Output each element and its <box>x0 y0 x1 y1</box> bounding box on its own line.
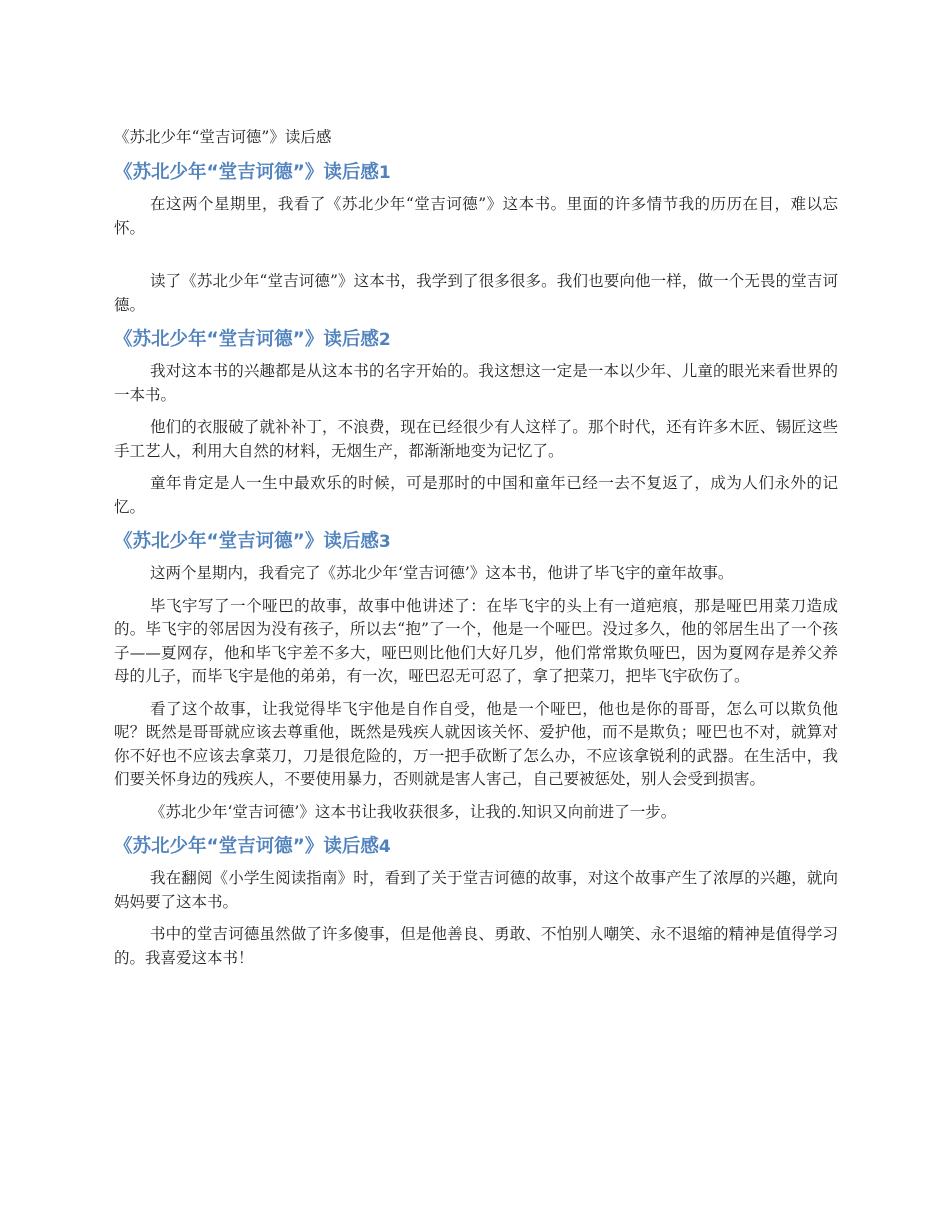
paragraph: 《苏北少年‘堂吉诃德’》这本书让我收获很多，让我的.知识又向前进了一步。 <box>150 802 677 821</box>
paragraph: 看了这个故事，让我觉得毕飞宇他是自作自受，他是一个哑巴，他也是你的哥哥，怎么可以欺负他呢？既然是哥哥就应该去尊重他，既然是残疾人就因该关怀、爱护他，而不是欺负；哑巴也不对，就算对你不好也不应该去拿菜刀，刀是很危险的，万一把手砍断了怎么办，不应该拿锐利的武器。在生活中，我们要关怀身边的残疾人，不要使用暴力，否则就是害人害己，自己要被惩处，别人会受到损害。 <box>114 699 838 788</box>
section-number: 3 <box>378 532 391 552</box>
section-heading <box>114 528 838 556</box>
section-heading-text: 《苏北少年“堂吉诃德”》读后感 <box>114 329 379 350</box>
paragraph: 毕飞宇写了一个哑巴的故事，故事中他讲述了：在毕飞宇的头上有一道疤痕，那是哑巴用菜刀造成的。毕飞宇的邻居因为没有孩子，所以去“抱”了一个，他是一个哑巴。没过多久，他的邻居生出了一个孩子——夏网存，他和毕飞宇差不多大，哑巴则比他们大好几岁，他们常常欺负哑巴，因为夏网存是养父养母的儿子，而毕飞宇是他的弟弟，有一次，哑巴忍无可忍了，拿了把菜刀，把毕飞宇砍伤了。 <box>114 596 838 685</box>
section-4 <box>114 833 838 970</box>
section-number: 4 <box>378 837 391 857</box>
section-heading <box>114 833 838 861</box>
section-heading-text: 《苏北少年“堂吉诃德”》读后感 <box>114 531 379 552</box>
section-heading-text: 《苏北少年“堂吉诃德”》读后感 <box>114 836 379 857</box>
paragraph: 这两个星期内，我看完了《苏北少年‘堂吉诃德’》这本书，他讲了毕飞宇的童年故事。 <box>150 564 734 582</box>
paragraph: 书中的堂吉诃德虽然做了许多傻事，但是他善良、勇敢、不怕别人嘲笑、永不退缩的精神是值得学习的。我喜爱这本书！ <box>114 925 838 967</box>
section-2 <box>114 326 838 519</box>
paragraph: 他们的衣服破了就补补丁，不浪费，现在已经很少有人这样了。那个时代，还有许多木匠、锡匠这些手工艺人，利用大自然的材料，无烟生产，都渐渐地变为记忆了。 <box>114 418 838 460</box>
section-heading-text: 《苏北少年“堂吉诃德”》读后感 <box>114 162 379 183</box>
section-number: 1 <box>378 163 391 183</box>
section-heading <box>114 326 838 354</box>
document-title: 《苏北少年“堂吉诃德”》读后感 <box>114 128 332 146</box>
section-1 <box>114 159 838 317</box>
section-number: 2 <box>378 330 391 350</box>
document-page <box>114 124 838 979</box>
paragraph: 我在翻阅《小学生阅读指南》时，看到了关于堂吉诃德的故事，对这个故事产生了浓厚的兴趣，就向妈妈要了这本书。 <box>114 869 838 911</box>
section-heading <box>114 159 838 187</box>
paragraph: 童年肯定是人一生中最欢乐的时候，可是那时的中国和童年已经一去不复返了，成为人们永外的记忆。 <box>114 474 838 516</box>
paragraph: 在这两个星期里，我看了《苏北少年“堂吉诃德”》这本书。里面的许多情节我的历历在目，难以忘怀。 <box>114 195 838 237</box>
paragraph: 我对这本书的兴趣都是从这本书的名字开始的。我这想这一定是一本以少年、儿童的眼光来看世界的一本书。 <box>114 362 838 404</box>
section-3 <box>114 528 838 824</box>
paragraph: 读了《苏北少年“堂吉诃德”》这本书，我学到了很多很多。我们也要向他一样，做一个无畏的堂吉诃德。 <box>114 272 838 314</box>
